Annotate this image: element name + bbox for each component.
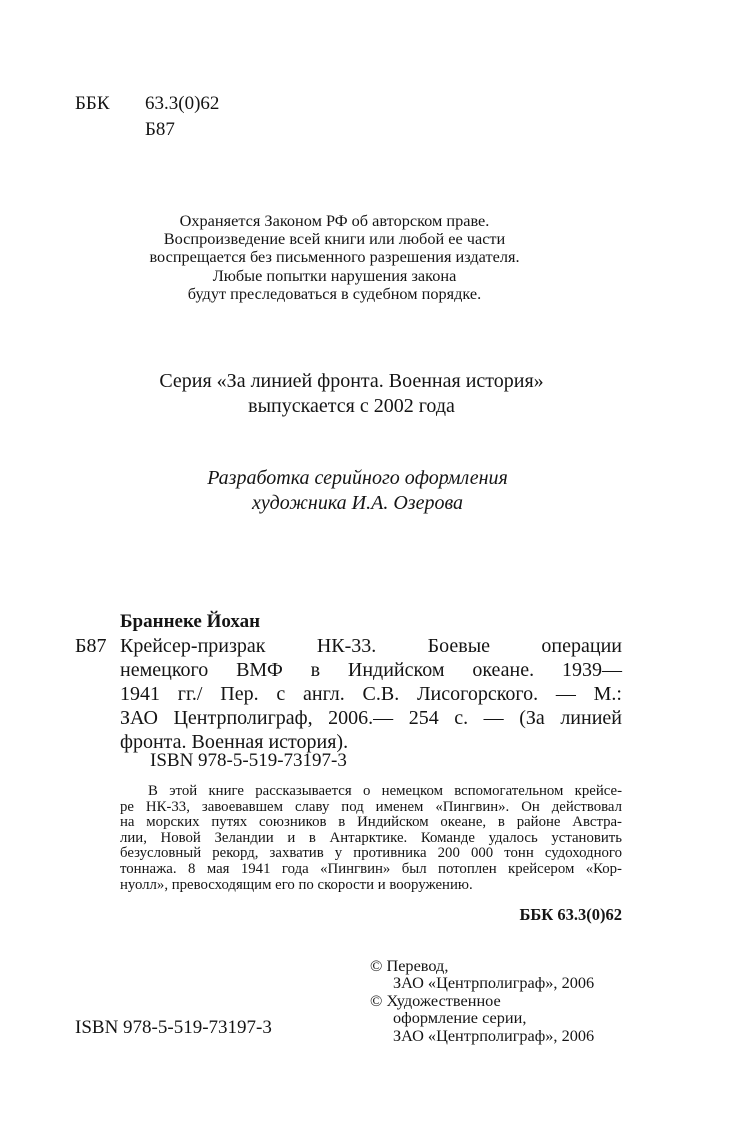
- copyright-line: Любые попытки нарушения закона: [212, 265, 457, 285]
- design-line: Разработка серийного оформления: [207, 467, 508, 489]
- abstract-line: В этой книге рассказывается о немецком вспомогательном крейсе-: [148, 783, 622, 799]
- rights-line: ЗАО «Центрполиграф», 2006: [393, 1025, 595, 1045]
- bbk-code-right: ББК 63.3(0)62: [519, 905, 622, 924]
- author-mark: Б87: [145, 119, 175, 140]
- abstract-line: ре НК-33, завоевавшем славу под именем «Пингвин». Он действовал: [120, 798, 622, 815]
- abstract-line: нуолл», превосходящим его по скорости и вооружению.: [120, 876, 473, 893]
- copyright-notice: [0, 212, 737, 303]
- biblio-line: ЗАО Центрполиграф, 2006.— 254 с. — (За линией: [120, 707, 622, 729]
- abstract-line: безусловный рекорд, захватив у противника 200 000 тонн судоходного: [120, 845, 622, 862]
- bibliographic-entry: [120, 634, 622, 754]
- rights-line: ЗАО «Центрполиграф», 2006: [393, 973, 595, 993]
- rights-block: [370, 957, 594, 1044]
- design-credit: [0, 466, 737, 516]
- bbk-code: 63.3(0)62: [145, 93, 220, 114]
- biblio-line: фронта. Военная история).: [120, 731, 349, 753]
- catalog-mark: Б87: [75, 635, 107, 657]
- copyright-line: воспрещается без письменного разрешения издателя.: [149, 247, 520, 267]
- copyright-line: Охраняется Законом РФ об авторском праве.: [179, 211, 490, 230]
- abstract-line: тоннажа. 8 мая 1941 года «Пингвин» был потоплен крейсером «Кор-: [120, 860, 622, 877]
- bbk-label: ББК: [75, 93, 110, 114]
- design-artist: художника И.А. Озерова: [251, 492, 464, 514]
- series-since: выпускается с 2002 года: [248, 395, 455, 417]
- biblio-line: немецкого ВМФ в Индийском океане. 1939—: [120, 659, 622, 681]
- author-name: Браннеке Йохан: [120, 611, 261, 632]
- abstract-line: лии, Новой Зеландии и в Антарктике. Команде удалось установить: [120, 829, 622, 846]
- abstract-line: на морских путях союзников в Индийском океане, в районе Австра-: [120, 814, 622, 831]
- series-info: [0, 369, 737, 419]
- copyright-line: Воспроизведение всей книги или любой ее части: [163, 229, 506, 249]
- copyright-line: будут преследоваться в судебном порядке.: [187, 283, 482, 303]
- rights-line: оформление серии,: [393, 1008, 527, 1028]
- biblio-line: Крейсер-призрак НК-33. Боевые операции: [120, 635, 622, 657]
- abstract: [120, 784, 622, 893]
- isbn-bottom: ISBN 978-5-519-73197-3: [75, 1017, 272, 1038]
- isbn: ISBN 978-5-519-73197-3: [150, 750, 347, 771]
- rights-line: © Перевод,: [370, 956, 449, 975]
- series-title: Серия «За линией фронта. Военная история»: [159, 370, 544, 392]
- bbk-classification: [75, 91, 220, 140]
- rights-line: © Художественное: [370, 990, 501, 1010]
- biblio-line: 1941 гг./ Пер. с англ. С.В. Лисогорского. — М.:: [120, 683, 622, 705]
